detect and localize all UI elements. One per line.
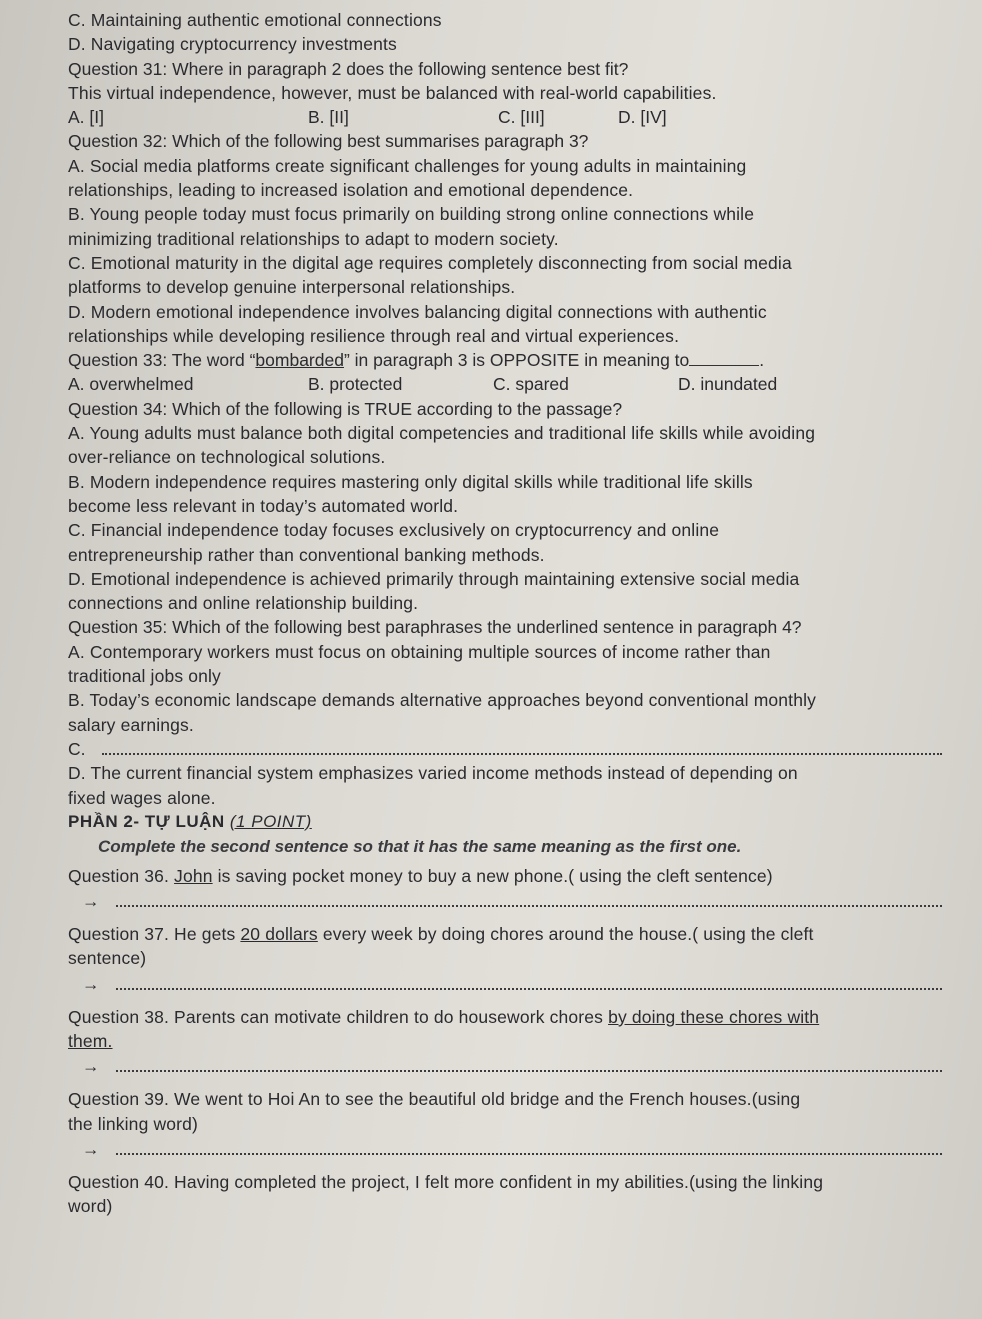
q37-label: Question 37. He gets — [68, 924, 241, 945]
q32-option-b-cont: minimizing traditional relationships to adapt to modern society. — [68, 228, 559, 249]
q36-prompt — [68, 864, 942, 888]
q35-option-b: B. Today’s economic landscape demands alternative approaches beyond conventional monthly — [68, 690, 817, 711]
q34-option-b: B. Modern independence requires mastering only digital skills while traditional life skills — [68, 471, 753, 492]
q35-option-c-row — [68, 737, 942, 761]
part2-points: (1 POINT) — [229, 811, 312, 831]
q38-prompt-cont: them. — [68, 1030, 113, 1051]
q37-answer-line[interactable] — [116, 976, 943, 990]
q34-option-c-cont: entrepreneurship rather than conventional banking methods. — [68, 544, 545, 565]
q35-option-a-cont: traditional jobs only — [68, 666, 221, 687]
q32-option-c: C. Emotional maturity in the digital age requires completely disconnecting from social media — [68, 252, 792, 273]
q31-title: Question 31: Where in paragraph 2 does the following sentence best fit? — [68, 58, 629, 79]
arrow-icon: → — [82, 891, 100, 912]
q37-answer-row — [68, 971, 942, 997]
q35-option-c-blank[interactable] — [102, 741, 943, 755]
q38-text: Question 38. Parents can motivate children to do housework chores — [68, 1006, 609, 1027]
q32-option-a: A. Social media platforms create significant challenges for young adults in maintaining — [68, 155, 747, 176]
q39-answer-row — [68, 1136, 942, 1162]
q32-option-a-cont: relationships, leading to increased isolation and emotional dependence. — [68, 180, 634, 201]
q33-option-c: C. spared — [493, 374, 569, 395]
q38-answer-row — [68, 1053, 942, 1079]
q37-text: every week by doing chores around the house.( using the cleft — [317, 924, 814, 945]
part2-instruction: Complete the second sentence so that it has the same meaning as the first one. — [98, 836, 742, 856]
q38-underlined: by doing these chores with — [608, 1006, 820, 1027]
q31-option-a: A. [I] — [68, 107, 104, 128]
q31-option-d: D. [IV] — [618, 107, 667, 128]
q36-underlined: John — [174, 865, 213, 886]
q31-options — [68, 105, 942, 129]
q34-option-d: D. Emotional independence is achieved primarily through maintaining extensive social media — [68, 568, 800, 589]
q37-prompt — [68, 922, 942, 946]
q32-title: Question 32: Which of the following best summarises paragraph 3? — [68, 131, 589, 152]
q33-title-post: ” in paragraph 3 is OPPOSITE in meaning to — [343, 350, 690, 371]
q37-prompt-cont: sentence) — [68, 948, 147, 969]
q33-title-end: . — [759, 350, 765, 371]
q35-option-d-cont: fixed wages alone. — [68, 787, 216, 808]
q32-option-c-cont: platforms to develop genuine interpersonal relationships. — [68, 277, 516, 298]
q36-answer-row — [68, 888, 942, 914]
q34-option-d-cont: connections and online relationship building. — [68, 593, 419, 614]
q34-option-a: A. Young adults must balance both digital competencies and traditional life skills while avoiding — [68, 423, 816, 444]
part2-title — [68, 810, 942, 834]
q33-option-b: B. protected — [308, 374, 403, 395]
q40-prompt-cont: word) — [68, 1196, 113, 1217]
q34-title: Question 34: Which of the following is TRUE according to the passage? — [68, 398, 623, 419]
q30-option-d: D. Navigating cryptocurrency investments — [68, 34, 397, 55]
q35-option-b-cont: salary earnings. — [68, 714, 194, 735]
q33-option-a: A. overwhelmed — [68, 374, 194, 395]
q32-option-d: D. Modern emotional independence involves balancing digital connections with authentic — [68, 301, 767, 322]
q38-answer-line[interactable] — [116, 1058, 943, 1072]
q34-option-a-cont: over-reliance on technological solutions. — [68, 447, 386, 468]
q33-title-pre: Question 33: The word “ — [68, 350, 256, 371]
q39-prompt: Question 39. We went to Hoi An to see the beautiful old bridge and the French houses.(using — [68, 1089, 801, 1110]
q33-title — [68, 348, 942, 372]
q31-option-b: B. [II] — [308, 107, 349, 128]
q34-option-b-cont: become less relevant in today’s automated world. — [68, 495, 459, 516]
q33-options — [68, 372, 942, 396]
q38-prompt — [68, 1005, 942, 1029]
q39-answer-line[interactable] — [116, 1141, 943, 1155]
q35-title: Question 35: Which of the following best paraphrases the underlined sentence in paragraph 4? — [68, 617, 802, 638]
part2-heading: PHẦN 2- TỰ LUẬN — [68, 811, 230, 831]
q36-label: Question 36. — [68, 865, 175, 886]
arrow-icon: → — [82, 1056, 100, 1077]
arrow-icon: → — [82, 973, 100, 994]
q30-option-c: C. Maintaining authentic emotional connections — [68, 10, 442, 30]
q40-prompt: Question 40. Having completed the project, I felt more confident in my abilities.(using the linking — [68, 1171, 824, 1192]
q33-target-word: bombarded — [255, 350, 344, 371]
q33-answer-blank[interactable] — [689, 351, 759, 366]
q35-option-d: D. The current financial system emphasizes varied income methods instead of depending on — [68, 763, 798, 784]
q31-option-c: C. [III] — [498, 107, 545, 128]
q32-option-b: B. Young people today must focus primarily on building strong online connections while — [68, 204, 755, 225]
q37-underlined: 20 dollars — [240, 924, 318, 945]
q36-answer-line[interactable] — [116, 893, 943, 907]
q39-prompt-cont: the linking word) — [68, 1113, 198, 1134]
q35-option-a: A. Contemporary workers must focus on obtaining multiple sources of income rather than — [68, 641, 771, 662]
q34-option-c: C. Financial independence today focuses exclusively on cryptocurrency and online — [68, 520, 720, 541]
q33-option-d: D. inundated — [678, 374, 778, 395]
arrow-icon: → — [82, 1138, 100, 1159]
q36-text: is saving pocket money to buy a new phone.( using the cleft sentence) — [212, 865, 773, 886]
q31-sentence: This virtual independence, however, must be balanced with real-world capabilities. — [68, 82, 717, 103]
q35-option-c: C. — [68, 738, 86, 759]
q32-option-d-cont: relationships while developing resilience through real and virtual experiences. — [68, 325, 680, 346]
